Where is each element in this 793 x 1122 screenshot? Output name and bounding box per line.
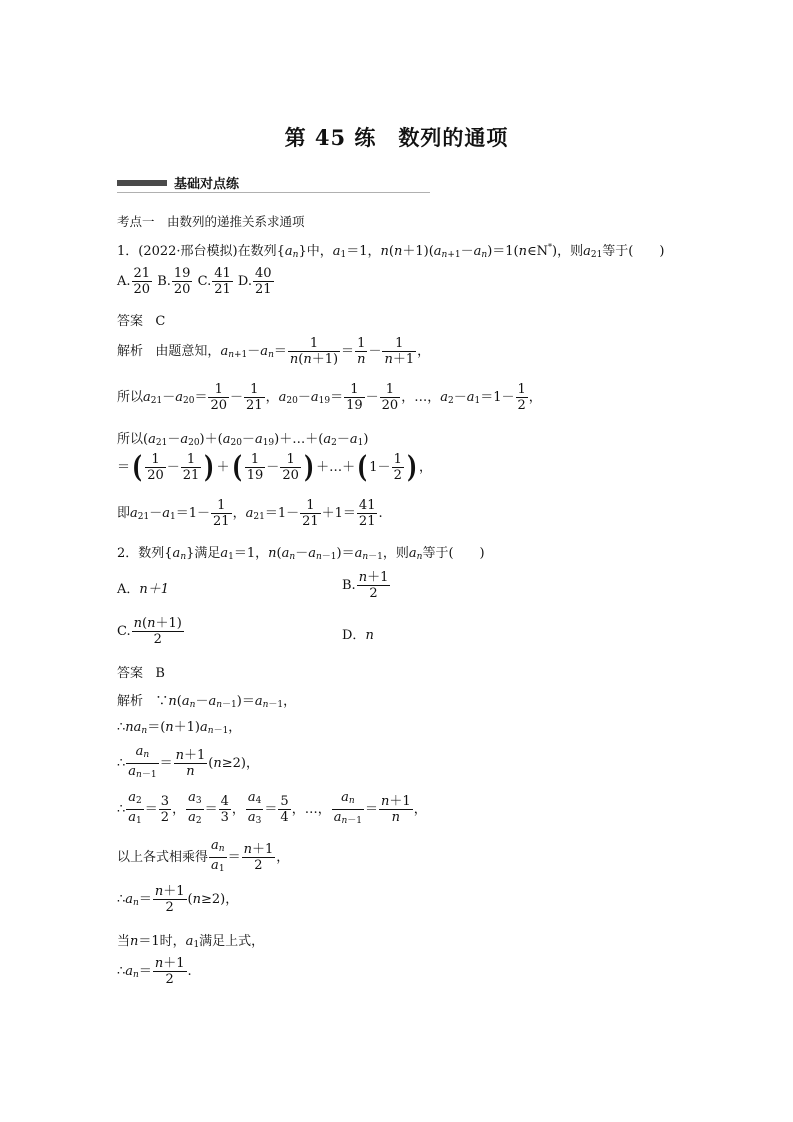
q2-analysis-line7: 当n＝1时，$a_1$满足上式， <box>117 934 265 950</box>
q1-answer: 答案 C <box>117 314 166 329</box>
section-underline <box>117 192 430 193</box>
q1-stem: 1．(2022·邢台模拟)在数列$\{a_n\}$中，$a_1=1$，$n(n+1)(a_{n+1}-a_n)=1(n\in N^*)$，则$a_{21}$等于( ) <box>117 242 665 260</box>
section-heading: 基础对点练 <box>174 177 240 192</box>
q2-analysis-line6: $\therefore a_n=$ $\frac{n+1}{2}$ (n≥2)， <box>117 884 239 915</box>
q2-stem: 2．数列$\{a_n\}$满足$a_1=1$，$n(a_n-a_{n-1})=a_{n-1}$，则$a_n$等于( ) <box>117 546 485 562</box>
page-title: 第 45 练 数列的通项 <box>284 125 509 150</box>
q1-analysis-line4: ＝( $\frac{1}{20}$ － $\frac{1}{21}$ ) ＋( $\frac{1}{19}$ － $\frac{1}{20}$ ) ＋…＋( 1－ $\frac{1}{2}$ ) ， <box>117 449 433 485</box>
topic-heading: 考点一 由数列的递推关系求通项 <box>117 214 305 229</box>
q1-analysis-line5: 即$a_{21}-a_1=1-$ $\frac{1}{21}$ ，$a_{21}=1-$ $\frac{1}{21}$ ＋1＝ $\frac{41}{21}$ . <box>117 498 383 529</box>
q1-analysis-line3: 所以$(a_{21}-a_{20})+(a_{20}-a_{19})+\dots+(a_2-a_1)$ <box>117 432 369 448</box>
q1-options: A. $\frac{21}{20}$ B. $\frac{19}{20}$ C. $\frac{41}{21}$ D. $\frac{40}{21}$ <box>117 266 272 297</box>
section-bar <box>117 180 167 186</box>
q2-analysis-line2: $\therefore na_n=(n+1)a_{n-1}$， <box>117 720 242 736</box>
q2-option-b: B. $\frac{n+1}{2}$ <box>342 570 389 601</box>
q2-analysis-line5: 以上各式相乘得 $\frac{a_n}{a_1}$ ＝ $\frac{n+1}{2}$ ， <box>117 838 290 874</box>
q1-analysis-line1: 解析 由题意知，$a_{n+1}-a_n=$ $\frac{1}{n(n+1)}$ ＝ $\frac{1}{n}$ － $\frac{1}{n+1}$ ， <box>117 336 431 367</box>
q2-answer: 答案 B <box>117 666 165 681</box>
q2-analysis-line1: 解析 $\because n(a_n-a_{n-1})=a_{n-1}$， <box>117 694 297 710</box>
q2-option-a: A．n＋1 <box>117 582 170 597</box>
q2-analysis-line4: ∴ $\frac{a_2}{a_1}$ ＝ $\frac{3}{2}$ ， $\frac{a_3}{a_2}$ ＝ $\frac{4}{3}$ ， $\frac{a_4}{a_3}$ ＝ $\frac{5}{4}$ ，…， $\frac{a_n}{a_{n-1}}$ ＝ $\frac{n+1}{n}$ ， <box>117 790 427 826</box>
q1-analysis-line2: 所以$a_{21}-a_{20}=$ $\frac{1}{20}$ － $\frac{1}{21}$ ，$a_{20}-a_{19}=$ $\frac{1}{19}$ － $\frac{1}{20}$ ，…，$a_2-a_1=1-$ $\frac{1}{2}$ ， <box>117 382 542 413</box>
q2-analysis-line8: $\therefore a_n=$ $\frac{n+1}{2}$ . <box>117 956 192 987</box>
q2-analysis-line3: ∴ $\frac{a_n}{a_{n-1}}$ ＝ $\frac{n+1}{n}$ (n≥2)， <box>117 744 259 780</box>
q2-option-d: D．n <box>342 628 374 643</box>
q2-option-c: C. $\frac{n(n+1)}{2}$ <box>117 616 182 647</box>
